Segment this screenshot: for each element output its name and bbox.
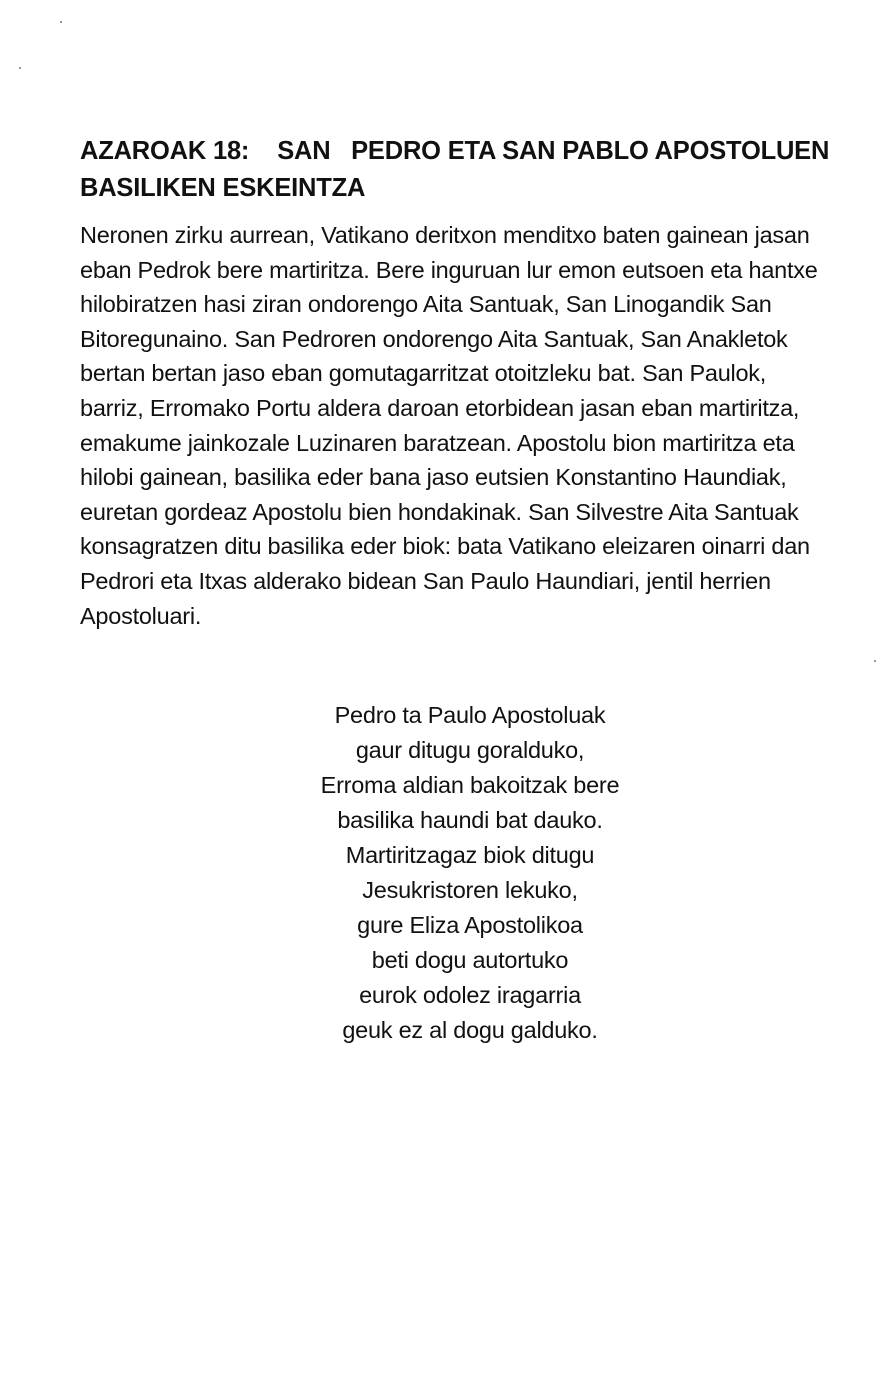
title-heading: SAN PEDRO ETA SAN PABLO APOSTOLUEN bbox=[277, 137, 830, 165]
page-title bbox=[80, 133, 840, 207]
body-line: euretan gordeaz Apostolu bien hondakinak. San Silvestre Aita Santuak bbox=[80, 498, 799, 525]
poem-line: beti dogu autortuko bbox=[371, 947, 569, 973]
poem-line: basilika haundi bat dauko. bbox=[337, 807, 603, 833]
body-line: emakume jainkozale Luzinaren baratzean. Apostolu bion martiritza eta bbox=[80, 429, 795, 456]
poem-line: Erroma aldian bakoitzak bere bbox=[320, 772, 620, 798]
scan-speck bbox=[874, 660, 876, 662]
poem-line: Jesukristoren lekuko, bbox=[362, 877, 578, 903]
body-line: hilobi gainean, basilika eder bana jaso eutsien Konstantino Haundiak, bbox=[80, 464, 787, 491]
title-date-label: AZAROAK 18: bbox=[80, 137, 250, 165]
scan-speck bbox=[60, 21, 62, 23]
title-line-1 bbox=[80, 133, 840, 170]
poem-line: gure Eliza Apostolikoa bbox=[357, 912, 583, 938]
body-line: konsagratzen ditu basilika eder biok: bata Vatikano eleizaren oinarri dan bbox=[80, 533, 810, 560]
poem-verse bbox=[230, 698, 710, 1048]
body-line: bertan bertan jaso eban gomutagarritzat otoitzleku bat. San Paulok, bbox=[80, 360, 767, 387]
title-line-2: BASILIKEN ESKEINTZA bbox=[80, 174, 366, 202]
poem-line: geuk ez al dogu galduko. bbox=[342, 1017, 598, 1043]
body-line: eban Pedrok bere martiritza. Bere inguruan lur emon eutsoen eta hantxe bbox=[80, 256, 818, 283]
body-line: hilobiratzen hasi ziran ondorengo Aita Santuak, San Linogandik San bbox=[80, 291, 772, 318]
body-paragraph bbox=[80, 218, 850, 633]
poem-line: Martiritzagaz biok ditugu bbox=[345, 842, 595, 868]
body-line: barriz, Erromako Portu aldera daroan etorbidean jasan eban martiritza, bbox=[80, 394, 800, 421]
poem-line: Pedro ta Paulo Apostoluak bbox=[334, 702, 606, 728]
body-line: Neronen zirku aurrean, Vatikano deritxon menditxo baten gainean jasan bbox=[80, 222, 810, 248]
poem-line: eurok odolez iragarria bbox=[359, 982, 581, 1008]
scan-speck bbox=[19, 67, 21, 69]
body-line: Pedrori eta Itxas alderako bidean San Paulo Haundiari, jentil herrien bbox=[80, 567, 771, 594]
poem-line: gaur ditugu goralduko, bbox=[355, 737, 585, 763]
body-line: Apostoluari. bbox=[80, 602, 202, 629]
body-line: Bitoregunaino. San Pedroren ondorengo Aita Santuak, San Anakletok bbox=[80, 325, 788, 352]
